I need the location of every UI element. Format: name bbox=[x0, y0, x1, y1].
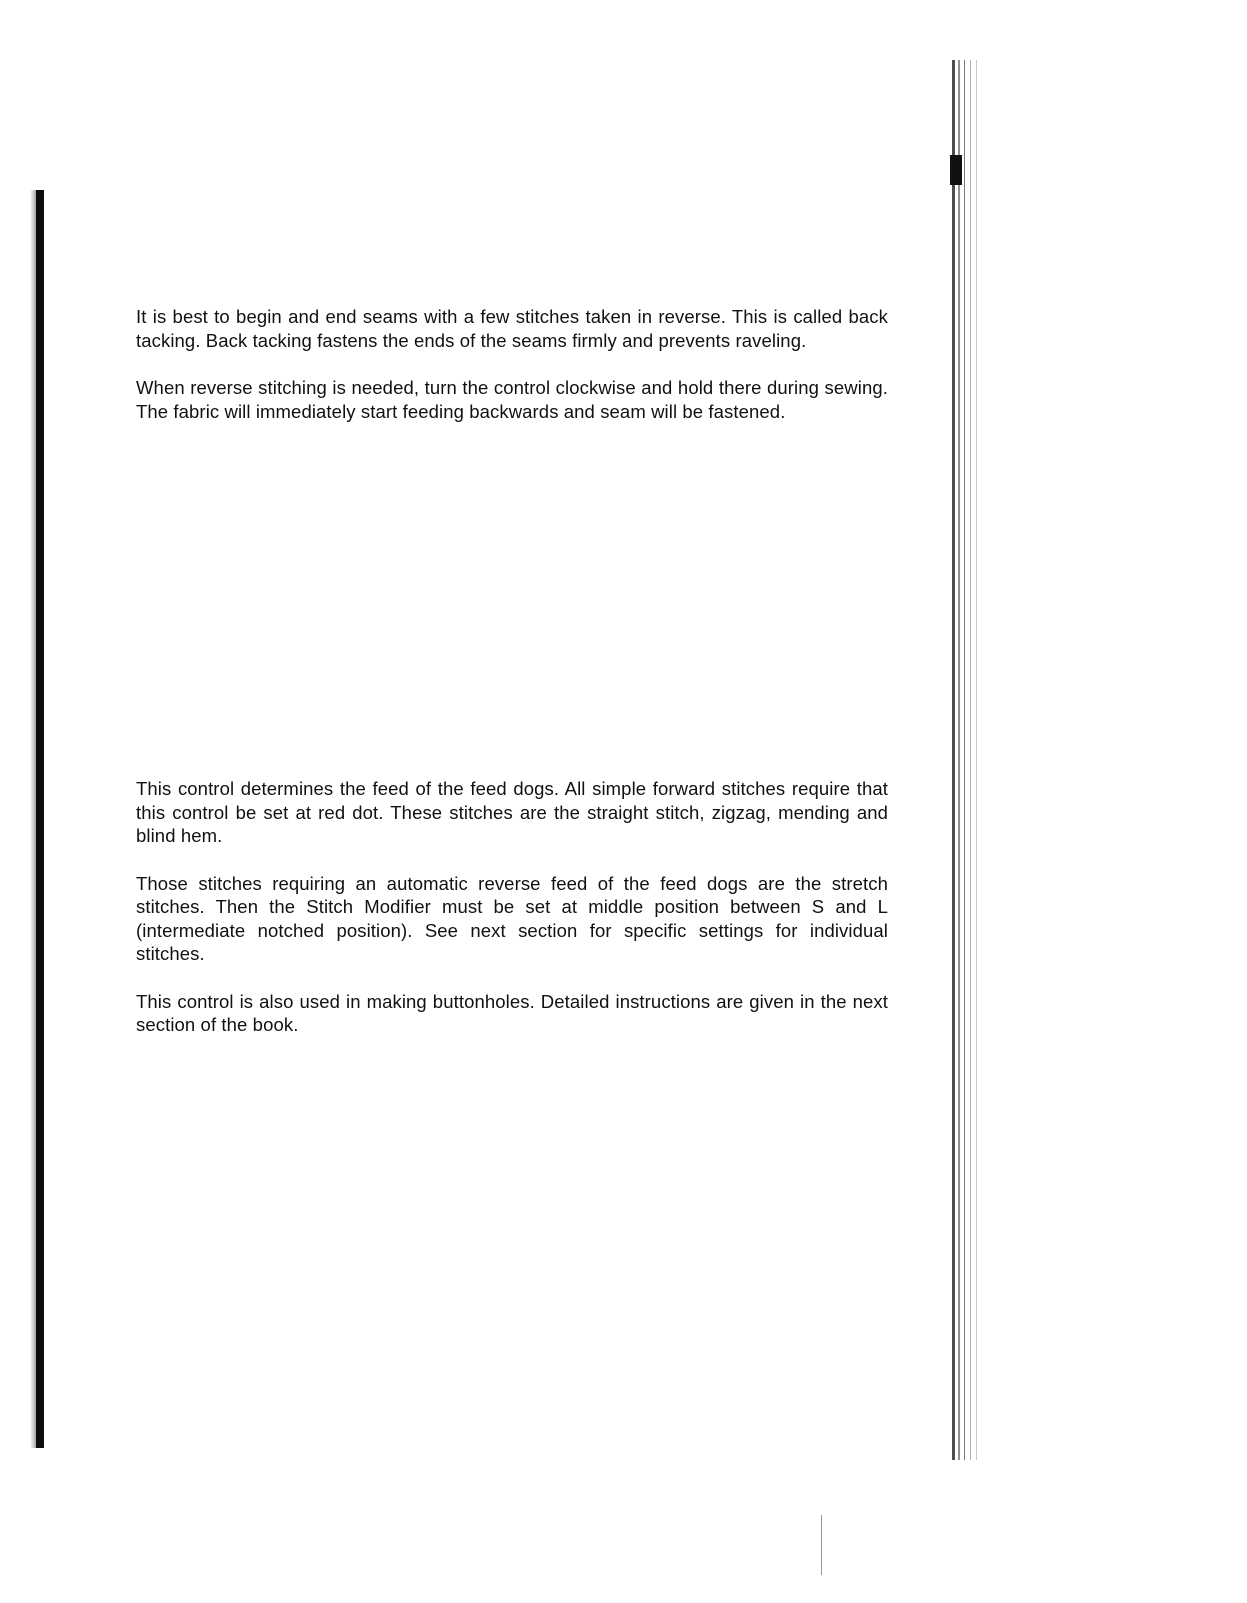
paragraph-reverse-control: When reverse stitching is needed, turn the control clockwise and hold there during sewing. The fabric will immediately start feeding backwards and seam will be fastened. bbox=[136, 377, 888, 422]
reverse-stitch-section bbox=[136, 305, 888, 447]
scan-edge-left bbox=[36, 190, 44, 1448]
scan-edge-right bbox=[950, 60, 998, 1460]
scan-artifact-line bbox=[821, 1515, 822, 1575]
paragraph-feed-dogs: This control determines the feed of the feed dogs. All simple forward stitches require that this control be set at red dot. These stitches are the straight stitch, zigzag, mending and blind hem. bbox=[136, 778, 888, 846]
stitch-modifier-section bbox=[136, 777, 888, 1061]
paragraph-buttonholes: This control is also used in making buttonholes. Detailed instructions are given in the next section of the book. bbox=[136, 990, 888, 1035]
paragraph-stretch-stitches: Those stitches requiring an automatic reverse feed of the feed dogs are the stretch stitches. Then the Stitch Modifier must be set at middle position between S and L (intermediate notched position). See next section for specific settings for individual stitches. bbox=[136, 872, 888, 964]
paragraph-back-tacking: It is best to begin and end seams with a few stitches taken in reverse. This is called back tacking. Back tacking fastens the ends of the seams firmly and prevents raveling. bbox=[136, 306, 888, 351]
